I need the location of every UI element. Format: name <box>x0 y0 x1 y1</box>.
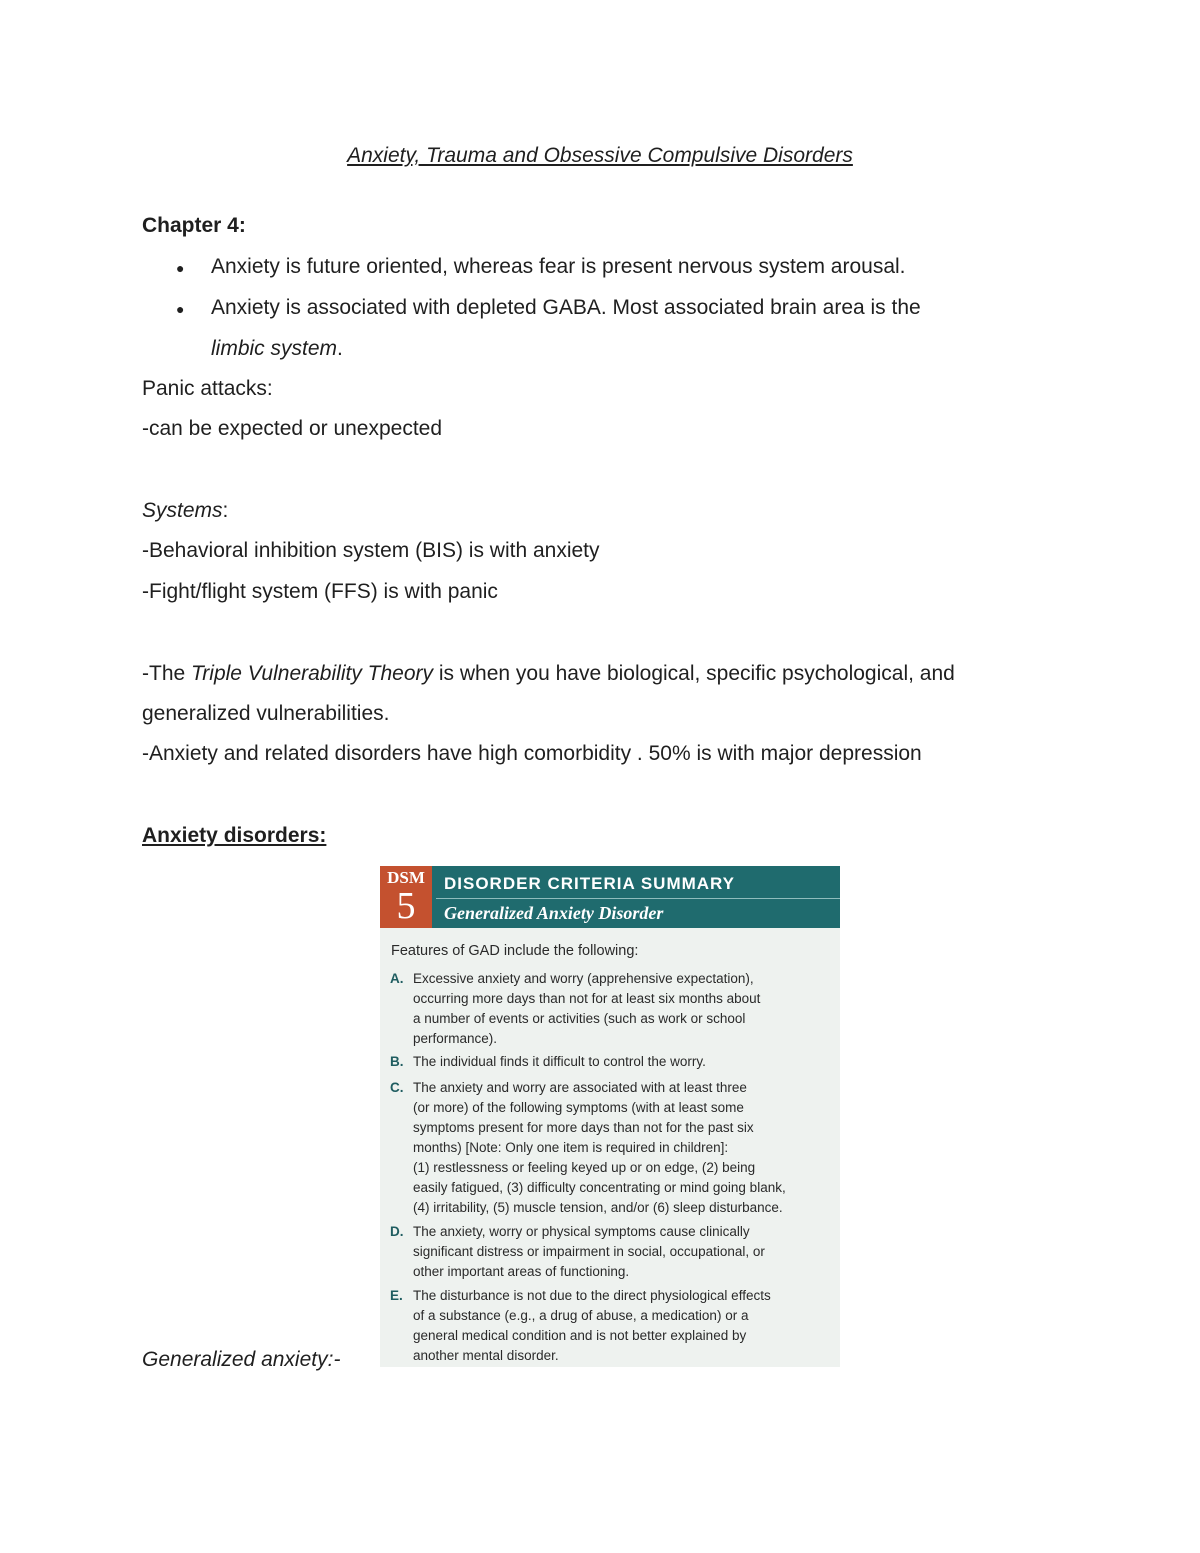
triple-vulnerability-line-2: generalized vulnerabilities. <box>142 702 390 725</box>
dsm5-criteria-box: DSM 5 DISORDER CRITERIA SUMMARY Generalized Anxiety Disorder Features of GAD include the following: A. Excessive anxiety and worry (apprehensive expectation), occurring more days than not for at least six months about a number of events or activities (such as work or school performance). B. The individual finds it difficult to control the worry. C. The anxiety and worry are associated with at least three (or more) of the following symptoms (with at least some symptoms present for more days than not for the past six months) [Note: Only one item is required in children]: (1) restlessness or feeling keyed up or on edge, (2) being easily fatigued, (3) difficulty concentrating or mind going blank, (4) irritability, (5) muscle tension, and/or (6) sleep disturbance. D. The anxiety, worry or physical symptoms cause clinically significant distress or impairment in social, occupational, or other important areas of functioning. E. The disturbance is not due to the direct physiological effects of a substance (e.g., a drug of abuse, a medication) or a general medical condition and is not better explained by another mental disorder. <box>380 866 840 1367</box>
panic-line: -can be expected or unexpected <box>142 417 443 440</box>
bullet-text-2: Anxiety is associated with depleted GABA. Most associated brain area is the <box>211 296 921 319</box>
dsm-heading: DISORDER CRITERIA SUMMARY <box>444 874 736 893</box>
systems-line-ffs: -Fight/flight system (FFS) is with panic <box>142 580 498 603</box>
anxiety-disorders-heading: Anxiety disorders: <box>142 824 327 847</box>
bullet-dot: ● <box>176 301 185 317</box>
dsm5-badge: DSM 5 <box>380 866 432 928</box>
generalized-anxiety-label: Generalized anxiety:- <box>142 1348 341 1371</box>
panic-heading: Panic attacks: <box>142 377 273 400</box>
document-title: Anxiety, Trauma and Obsessive Compulsive Disorders <box>347 144 853 167</box>
limbic-system-term: limbic system <box>211 337 338 360</box>
dsm-divider <box>436 898 840 899</box>
comorbidity-line: -Anxiety and related disorders have high comorbidity . 50% is with major depression <box>142 742 922 765</box>
chapter-heading: Chapter 4: <box>142 214 246 237</box>
triple-vulnerability-line: -The Triple Vulnerability Theory is when you have biological, specific psychological, and <box>142 662 955 685</box>
bullet-text-1: Anxiety is future oriented, whereas fear is present nervous system arousal. <box>211 255 906 278</box>
dsm-header <box>380 866 840 928</box>
dsm-intro: Features of GAD include the following: <box>391 943 639 959</box>
dsm-subheading: Generalized Anxiety Disorder <box>444 903 664 923</box>
bullet-dot: ● <box>176 260 185 276</box>
systems-line-bis: -Behavioral inhibition system (BIS) is with anxiety <box>142 539 600 562</box>
bullet-text-2-cont: limbic system. <box>211 337 343 360</box>
systems-heading: Systems: <box>142 499 229 522</box>
